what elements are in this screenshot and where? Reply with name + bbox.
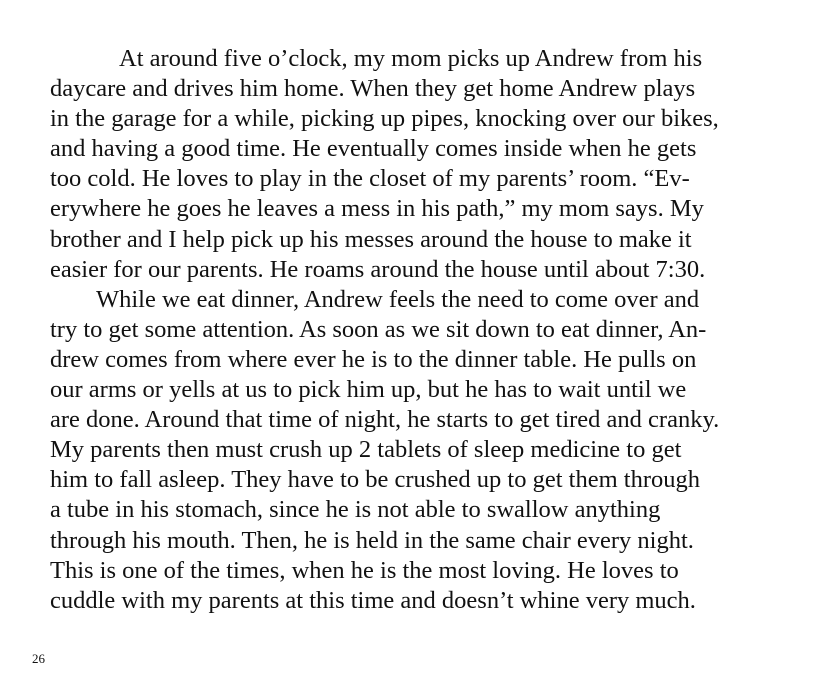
text-line: This is one of the times, when he is the most loving. He loves to bbox=[50, 556, 679, 584]
text-line: My parents then must crush up 2 tablets of sleep medicine to get bbox=[50, 436, 682, 464]
text-line: our arms or yells at us to pick him up, but he has to wait until we bbox=[50, 376, 687, 404]
paragraph-1 bbox=[50, 44, 810, 285]
text-line: too cold. He loves to play in the closet of my parents’ room. “Ev- bbox=[50, 165, 690, 193]
text-line: daycare and drives him home. When they get home Andrew plays bbox=[50, 75, 696, 103]
paragraph-2 bbox=[50, 285, 810, 616]
text-line: While we eat dinner, Andrew feels the need to come over and bbox=[96, 285, 700, 313]
text-line: through his mouth. Then, he is held in the same chair every night. bbox=[50, 526, 694, 554]
text-line: cuddle with my parents at this time and doesn’t whine very much. bbox=[50, 586, 696, 614]
text-line: brother and I help pick up his messes around the house to make it bbox=[50, 225, 692, 253]
text-line: a tube in his stomach, since he is not able to swallow anything bbox=[50, 496, 661, 524]
page-number: 26 bbox=[32, 651, 45, 666]
text-line: drew comes from where ever he is to the dinner table. He pulls on bbox=[50, 345, 697, 373]
text-line: him to fall asleep. They have to be crushed up to get them through bbox=[50, 466, 700, 494]
text-line: easier for our parents. He roams around the house until about 7:30. bbox=[50, 255, 706, 283]
text-line: are done. Around that time of night, he starts to get tired and cranky. bbox=[50, 406, 720, 434]
text-line: erywhere he goes he leaves a mess in his path,” my mom says. My bbox=[50, 195, 704, 223]
text-line: At around five o’clock, my mom picks up Andrew from his bbox=[119, 45, 703, 72]
text-line: in the garage for a while, picking up pipes, knocking over our bikes, bbox=[50, 105, 719, 133]
text-line: try to get some attention. As soon as we sit down to eat dinner, An- bbox=[50, 315, 707, 343]
text-line: and having a good time. He eventually comes inside when he gets bbox=[50, 135, 697, 163]
body-text bbox=[50, 44, 810, 616]
